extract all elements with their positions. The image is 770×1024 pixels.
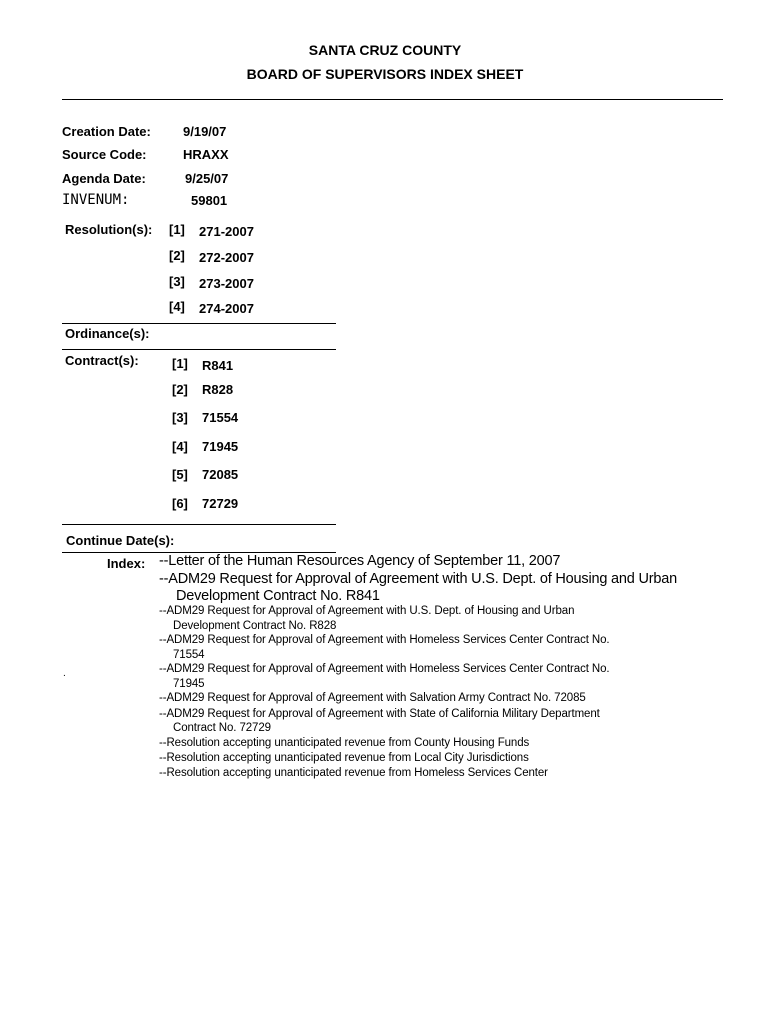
contract-value: 72085 [202, 467, 239, 482]
contract-num: [6] [172, 496, 188, 511]
creation-date-label: Creation Date: [62, 124, 151, 139]
contract-value: 72729 [202, 496, 239, 511]
agenda-date-label: Agenda Date: [62, 171, 146, 186]
invenum-label: INVENUM: [62, 192, 130, 208]
index-line: --ADM29 Request for Approval of Agreement with Salvation Army Contract No. 72085 [159, 692, 586, 704]
index-line: --Resolution accepting unanticipated revenue from Homeless Services Center [159, 767, 548, 779]
index-line: 71945 [173, 678, 205, 690]
contract-num: [4] [172, 439, 188, 454]
ordinance-divider [62, 323, 336, 324]
resolution-num: [3] [169, 274, 185, 289]
resolutions-label: Resolution(s): [65, 222, 153, 237]
contract-value: R841 [202, 358, 234, 373]
resolution-num: [2] [169, 248, 185, 263]
resolution-value: 272-2007 [199, 250, 254, 265]
resolution-value: 273-2007 [199, 276, 254, 291]
creation-date-value: 9/19/07 [183, 124, 227, 139]
contract-value: 71554 [202, 410, 239, 425]
index-line: --Letter of the Human Resources Agency of September 11, 2007 [159, 553, 561, 569]
contracts-label: Contract(s): [65, 353, 139, 368]
continue-dates-label: Continue Date(s): [66, 533, 175, 548]
header-divider [62, 99, 723, 100]
contract-num: [5] [172, 467, 188, 482]
index-line: --ADM29 Request for Approval of Agreement with U.S. Dept. of Housing and Urban [159, 605, 575, 617]
index-line: 71554 [173, 649, 205, 661]
index-line: Contract No. 72729 [173, 722, 271, 734]
index-label: Index: [107, 556, 146, 571]
resolution-value: 274-2007 [199, 301, 254, 316]
index-line: --Resolution accepting unanticipated revenue from County Housing Funds [159, 737, 530, 749]
contract-value: R828 [202, 382, 234, 397]
ordinances-label: Ordinance(s): [65, 326, 150, 341]
sheet-title: BOARD OF SUPERVISORS INDEX SHEET [246, 66, 524, 82]
index-line: --ADM29 Request for Approval of Agreement with U.S. Dept. of Housing and Urban [159, 571, 677, 587]
agenda-date-value: 9/25/07 [185, 171, 229, 186]
resolution-num: [4] [169, 299, 185, 314]
contract-num: [3] [172, 410, 188, 425]
index-line: --ADM29 Request for Approval of Agreement with Homeless Services Center Contract No. [159, 634, 610, 646]
resolution-value: 271-2007 [199, 224, 254, 239]
contract-divider [62, 349, 336, 350]
county-title: SANTA CRUZ COUNTY [308, 42, 462, 58]
index-line: Development Contract No. R841 [176, 588, 380, 604]
stray-dot: . [63, 668, 66, 679]
index-line: --ADM29 Request for Approval of Agreement with State of California Military Department [159, 708, 600, 720]
index-line: Development Contract No. R828 [173, 620, 337, 632]
source-code-label: Source Code: [62, 147, 147, 162]
contract-num: [1] [172, 356, 188, 371]
index-line: --ADM29 Request for Approval of Agreement with Homeless Services Center Contract No. [159, 663, 610, 675]
invenum-value: 59801 [191, 193, 228, 208]
contract-num: [2] [172, 382, 188, 397]
source-code-value: HRAXX [183, 147, 229, 162]
index-line: --Resolution accepting unanticipated revenue from Local City Jurisdictions [159, 752, 529, 764]
contract-value: 71945 [202, 439, 239, 454]
continue-divider [62, 524, 336, 525]
resolution-num: [1] [169, 222, 185, 237]
